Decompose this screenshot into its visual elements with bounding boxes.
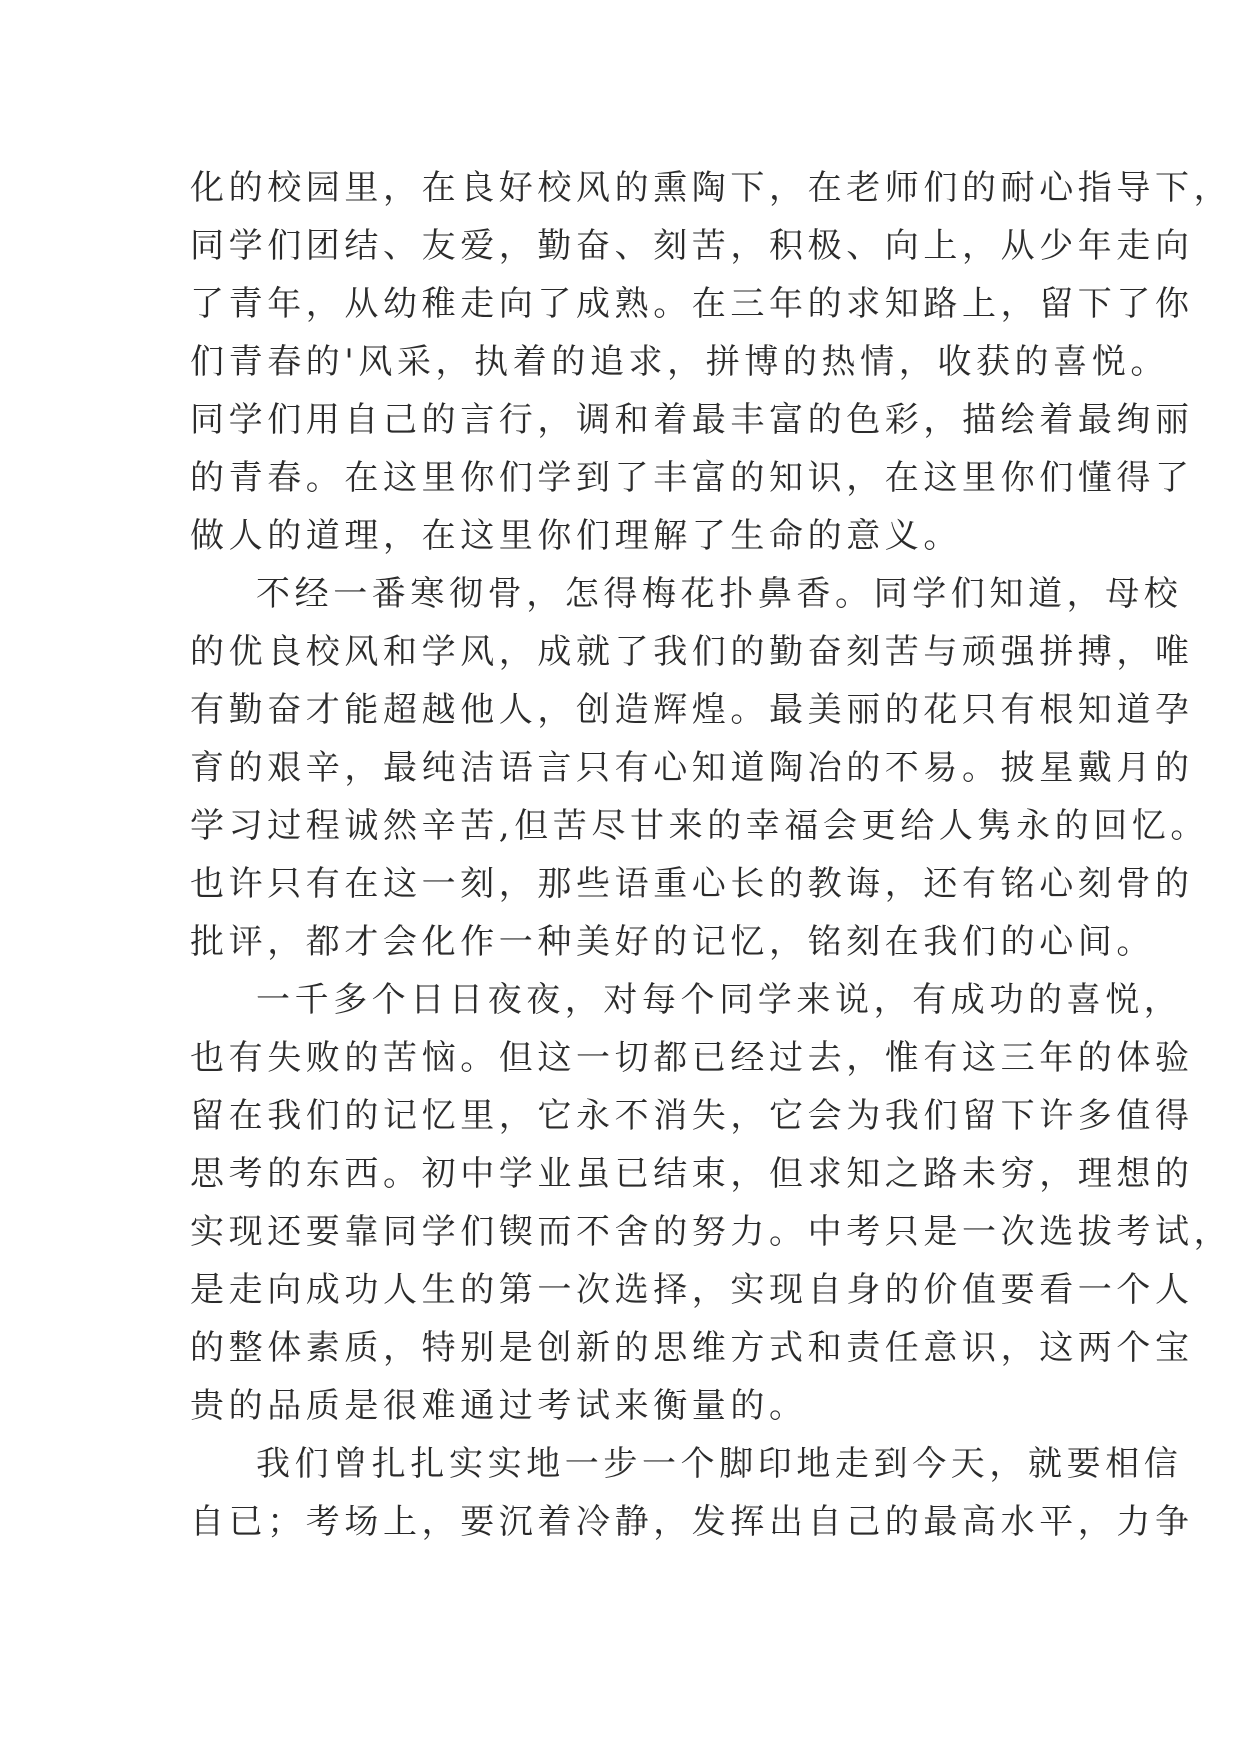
text-line: 的优良校风和学风，成就了我们的勤奋刻苦与顽强拼搏，唯 xyxy=(190,632,1194,672)
paragraph-first-line: 不经一番寒彻骨，怎得梅花扑鼻香。同学们知道，母校 xyxy=(256,574,1183,614)
text-line: 育的艰辛，最纯洁语言只有心知道陶冶的不易。披星戴月的 xyxy=(190,748,1194,788)
text-line: 的整体素质，特别是创新的思维方式和责任意识，这两个宝 xyxy=(190,1328,1194,1368)
text-line: 化的校园里，在良好校风的熏陶下，在老师们的耐心指导下， xyxy=(190,168,1233,208)
text-line: 是走向成功人生的第一次选择，实现自身的价值要看一个人 xyxy=(190,1270,1194,1310)
text-line: 自已；考场上，要沉着冷静，发挥出自己的最高水平，力争 xyxy=(190,1502,1194,1542)
text-line: 批评，都才会化作一种美好的记忆，铭刻在我们的心间。 xyxy=(190,922,1155,962)
text-line: 学习过程诚然辛苦,但苦尽甘来的幸福会更给人隽永的回忆。 xyxy=(190,806,1210,846)
text-line: 贵的品质是很难通过考试来衡量的。 xyxy=(190,1386,808,1426)
paragraph-first-line: 我们曾扎扎实实地一步一个脚印地走到今天，就要相信 xyxy=(256,1444,1183,1484)
text-line: 的青春。在这里你们学到了丰富的知识，在这里你们懂得了 xyxy=(190,458,1194,498)
text-line: 也许只有在这一刻，那些语重心长的教诲，还有铭心刻骨的 xyxy=(190,864,1194,904)
text-line: 做人的道理，在这里你们理解了生命的意义。 xyxy=(190,516,962,556)
body-text xyxy=(190,159,1233,1551)
text-line: 了青年，从幼稚走向了成熟。在三年的求知路上，留下了你 xyxy=(190,284,1194,324)
paragraph-first-line: 一千多个日日夜夜，对每个同学来说，有成功的喜悦， xyxy=(256,980,1183,1020)
text-line: 留在我们的记忆里，它永不消失，它会为我们留下许多值得 xyxy=(190,1096,1194,1136)
text-line: 们青春的'风采，执着的追求，拼博的热情，收获的喜悦。 xyxy=(190,342,1169,382)
text-line: 也有失败的苦恼。但这一切都已经过去，惟有这三年的体验 xyxy=(190,1038,1194,1078)
text-line: 有勤奋才能超越他人，创造辉煌。最美丽的花只有根知道孕 xyxy=(190,690,1194,730)
text-line: 思考的东西。初中学业虽已结束，但求知之路未穷，理想的 xyxy=(190,1154,1194,1194)
text-line: 同学们团结、友爱，勤奋、刻苦，积极、向上，从少年走向 xyxy=(190,226,1194,266)
text-line: 同学们用自己的言行，调和着最丰富的色彩，描绘着最绚丽 xyxy=(190,400,1194,440)
text-line: 实现还要靠同学们锲而不舍的努力。中考只是一次选拔考试， xyxy=(190,1212,1233,1252)
